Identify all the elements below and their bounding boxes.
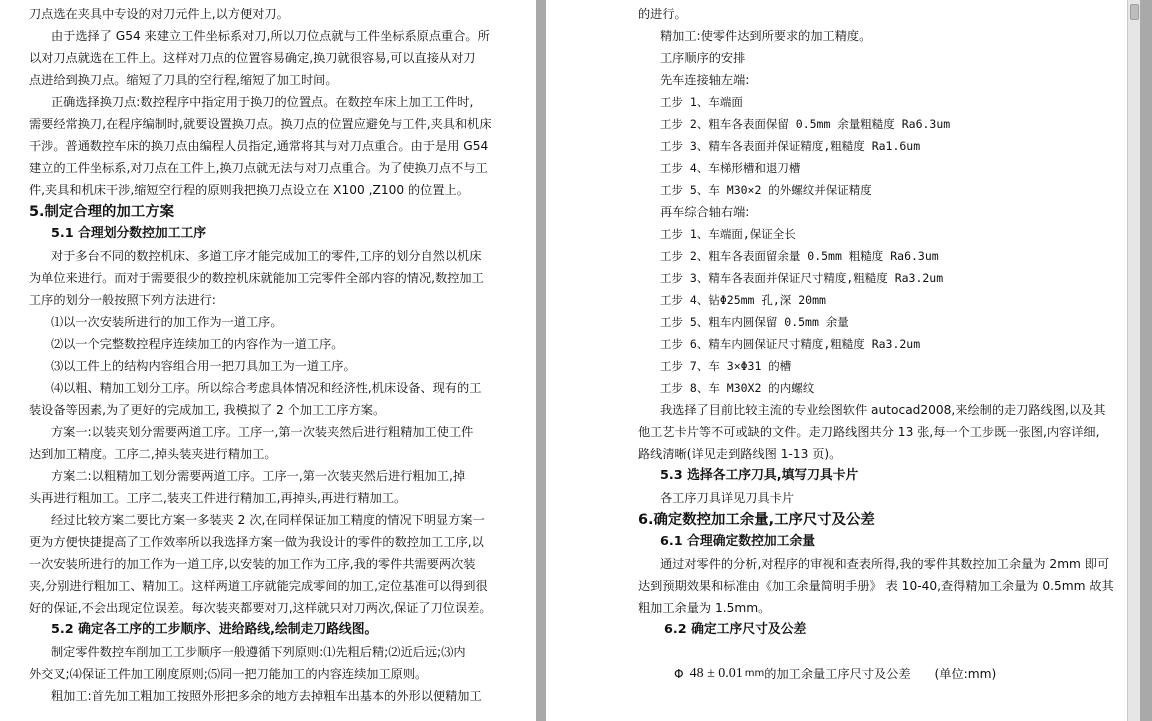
text-line: 粗加工:首先加工粗加工按照外形把多余的地方去掉粗车出基本的外形以便精加工 <box>51 689 482 703</box>
text-line: 工步 8、车 M30X2 的内螺纹 <box>660 381 815 395</box>
formula-unit-note: (单位:mm) <box>934 667 997 681</box>
text-line: 工步 7、车 3×Φ31 的槽 <box>660 359 792 373</box>
section-heading: 6.确定数控加工余量,工序尺寸及公差 <box>638 512 875 528</box>
text-line: 工序的划分一般按照下列方法进行: <box>29 293 216 307</box>
text-line: 达到加工精度。工序二,掉头装夹进行精加工。 <box>29 447 277 461</box>
vertical-scrollbar[interactable] <box>1127 0 1140 721</box>
subsection-heading: 5.1 合理划分数控加工工序 <box>51 226 207 241</box>
text-line: 由于选择了 G54 来建立工件坐标系对刀,所以刀位点就与工件坐标系原点重合。所 <box>51 29 490 43</box>
text-line: 工步 3、精车各表面并保证精度,粗糙度 Ra1.6um <box>660 139 921 153</box>
text-line: 工步 6、精车内圆保证尺寸精度,粗糙度 Ra3.2um <box>660 337 921 351</box>
text-line: 工步 4、钻Φ25mm 孔,深 20mm <box>660 293 826 307</box>
text-line: 工步 5、车 M30×2 的外螺纹并保证精度 <box>660 183 872 197</box>
text-line: 头再进行粗加工。工序二,装夹工件进行精加工,再掉头,再进行精加工。 <box>29 491 407 505</box>
dimension-unit: mm <box>744 668 765 679</box>
text-line: 方案一:以装夹划分需要两道工序。工序一,第一次装夹然后进行粗精加工使工件 <box>51 425 474 439</box>
subsection-heading: 5.2 确定各工序的工步顺序、进给路线,绘制走刀路线图。 <box>51 622 378 637</box>
text-line: 工序顺序的安排 <box>660 51 746 65</box>
text-line: 以对刀点就选在工件上。这样对刀点的位置容易确定,换刀就很容易,可以直接从对刀 <box>29 51 476 65</box>
text-line: 外交叉;⑷保证工件加工刚度原则;⑸同一把刀能加工的内容连续加工原则。 <box>29 667 428 681</box>
text-line: 制定零件数控车削加工工步顺序一般遵循下列原则:⑴先粗后精;⑵近后远;⑶内 <box>51 645 466 659</box>
text-line: 路线清晰(详见走到路线图 1-13 页)。 <box>638 447 842 461</box>
text-line: 干涉。普通数控车床的换刀点由编程人员指定,通常将其与对刀点重合。由于是用 G54 <box>29 139 489 153</box>
text-line: 精加工:使零件达到所要求的加工精度。 <box>660 29 872 43</box>
text-line: 经过比较方案二要比方案一多装夹 2 次,在同样保证加工精度的情况下明显方案一 <box>51 513 485 527</box>
formula-description: 的加工余量工序尺寸及公差 <box>764 667 911 681</box>
text-line: 装设备等因素,为了更好的完成加工, 我模拟了 2 个加工工序方案。 <box>29 403 386 417</box>
text-line: 工步 2、粗车各表面留余量 0.5mm 粗糙度 Ra6.3um <box>660 249 939 263</box>
text-line: 我选择了目前比较主流的专业绘图软件 autocad2008,来绘制的走刀路线图,以及其 <box>660 403 1106 417</box>
document-page-left <box>0 0 536 721</box>
phi-symbol: Φ <box>674 667 684 681</box>
text-line: 工步 1、车端面,保证全长 <box>660 227 796 241</box>
text-line: 工步 2、粗车各表面保留 0.5mm 余量粗糙度 Ra6.3um <box>660 117 951 131</box>
text-line: ⑶以工件上的结构内容组合用一把刀具加工为一道工序。 <box>51 359 356 373</box>
text-line: 点进给到换刀点。缩短了刀具的空行程,缩短了加工时间。 <box>29 73 338 87</box>
subsection-heading: 6.2 确定工序尺寸及公差 <box>664 622 807 637</box>
document-page-right <box>546 0 1140 721</box>
text-line: 夹,分别进行粗加工、精加工。这样两道工序就能完成零间的加工,定位基准可以得到很 <box>29 579 488 593</box>
text-line: ⑷以粗、精加工划分工序。所以综合考虑具体情况和经济性,机床设备、现有的工 <box>51 381 482 395</box>
text-line: 工步 4、车梯形槽和退刀槽 <box>660 161 801 175</box>
text-line: 刀点选在夹具中专设的对刀元件上,以方便对刀。 <box>29 7 289 21</box>
page-right-content <box>546 0 1140 685</box>
scrollbar-thumb[interactable] <box>1130 4 1139 20</box>
text-line: 件,夹具和机床干涉,缩短空行程的原则我把换刀点设立在 X100 ,Z100 的位置上。 <box>29 183 469 197</box>
text-line: 通过对零件的分析,对程序的审视和查表所得,我的零件其数控加工余量为 2mm 即可 <box>660 557 1110 571</box>
text-line: 建立的工件坐标系,对刀点在工件上,换刀点就无法与对刀点重合。为了使换刀点不与工 <box>29 161 488 175</box>
text-line: 需要经常换刀,在程序编制时,就要设置换刀点。换刀点的位置应避免与工件,夹具和机床 <box>29 117 492 131</box>
text-line: 更为方便快捷提高了工作效率所以我选择方案一做为我设计的零件的数控加工工序,以 <box>29 535 484 549</box>
text-line: 对于多台不同的数控机床、多道工序才能完成加工的零件,工序的划分自然以机床 <box>51 249 482 263</box>
text-line: 各工序刀具详见刀具卡片 <box>660 491 795 505</box>
text-line: ⑴以一次安装所进行的加工作为一道工序。 <box>51 315 283 329</box>
text-line: 先车连接轴左端: <box>660 73 750 87</box>
tolerance-formula <box>638 641 1082 685</box>
subsection-heading: 6.1 合理确定数控加工余量 <box>660 534 816 549</box>
text-line: 工步 3、精车各表面并保证尺寸精度,粗糙度 Ra3.2um <box>660 271 944 285</box>
text-line: 再车综合轴右端: <box>660 205 750 219</box>
text-line: 工步 5、粗车内圆保留 0.5mm 余量 <box>660 315 849 329</box>
section-heading: 5.制定合理的加工方案 <box>29 204 174 220</box>
text-line: 好的保证,不会出现定位误差。每次装夹都要对刀,这样就只对刀两次,保证了刀位误差。 <box>29 601 492 615</box>
dimension-expression: 48 ± 0.01 <box>689 666 743 681</box>
text-line: 为单位来进行。而对于需要很少的数控机床就能加工完零件全部内容的情况,数控加工 <box>29 271 484 285</box>
text-line: 工步 1、车端面 <box>660 95 743 109</box>
text-line: 一次安装所进行的加工作为一道工序,以安装的加工作为工序,我的零件共需要两次装 <box>29 557 476 571</box>
text-line: 达到预期效果和标准由《加工余量简明手册》 表 10-40,查得精加工余量为 0.5mm 故其 <box>638 579 1114 593</box>
text-line: 方案二:以粗精加工划分需要两道工序。工序一,第一次装夹然后进行粗加工,掉 <box>51 469 466 483</box>
text-line: ⑵以一个完整数控程序连续加工的内容作为一道工序。 <box>51 337 344 351</box>
text-line: 正确选择换刀点:数控程序中指定用于换刀的位置点。在数控车床上加工工件时, <box>51 95 474 109</box>
page-left-content <box>0 0 536 707</box>
subsection-heading: 5.3 选择各工序刀具,填写刀具卡片 <box>660 468 859 483</box>
text-line: 他工艺卡片等不可或缺的文件。走刀路线图共分 13 张,每一个工步既一张图,内容详细, <box>638 425 1100 439</box>
text-line: 粗加工余量为 1.5mm。 <box>638 601 771 615</box>
text-line: 的进行。 <box>638 7 687 21</box>
